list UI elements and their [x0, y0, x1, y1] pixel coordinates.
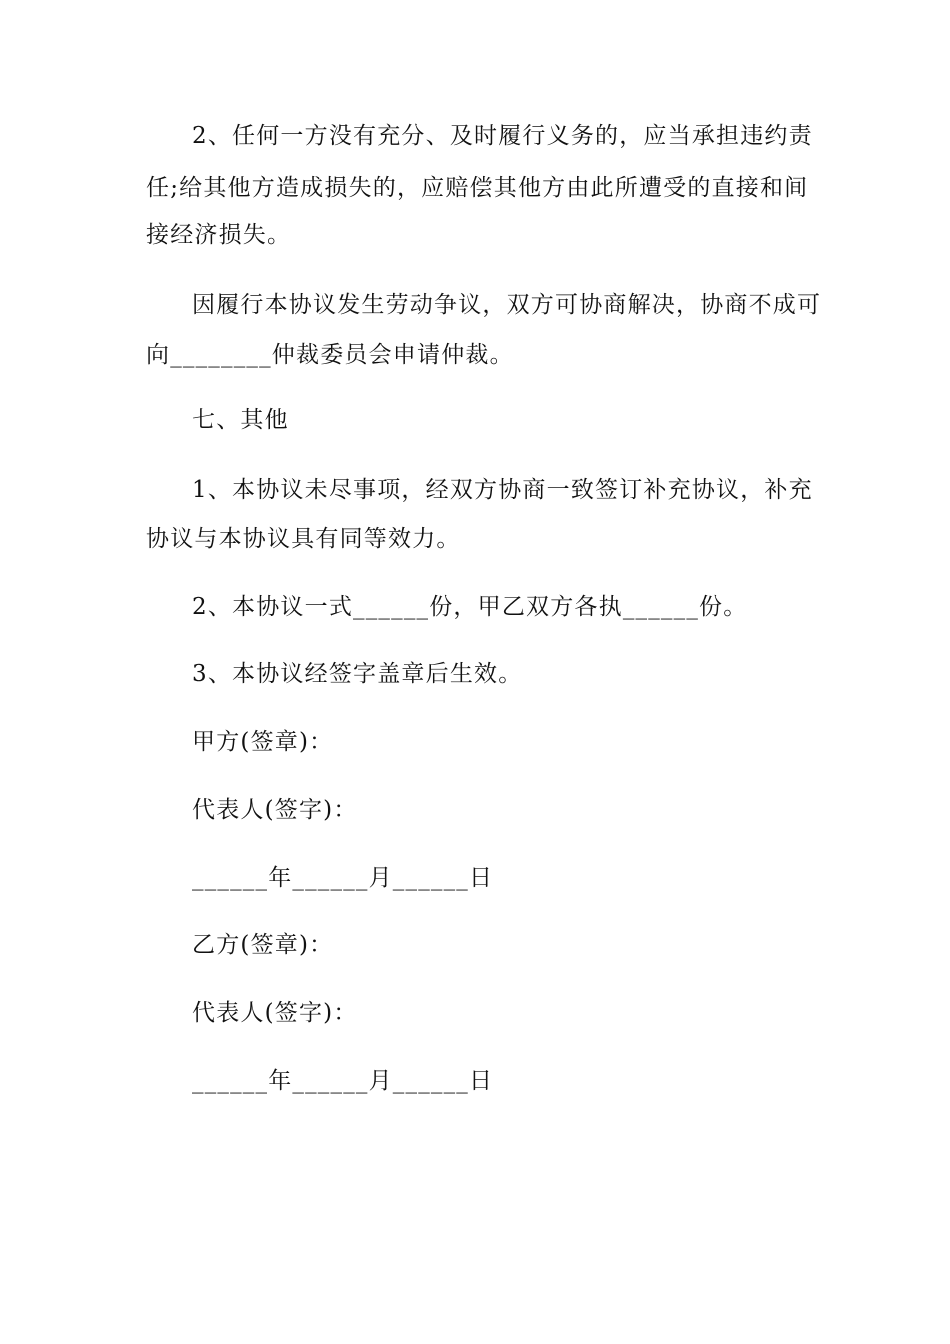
dispute-line-1: 因履行本协议发生劳动争议，双方可协商解决，协商不成可	[192, 292, 822, 318]
clause-2-line-3: 接经济损失。	[146, 222, 292, 248]
party-b-representative: 代表人(签字)：	[192, 1000, 358, 1026]
other-clause-1-line-1: 1、本协议未尽事项，经双方协商一致签订补充协议，补充	[192, 477, 813, 503]
clause-2-line-1: 2、任何一方没有充分、及时履行义务的，应当承担违约责	[192, 123, 813, 149]
party-b-date: ______年______月______日	[192, 1068, 494, 1094]
other-clause-3: 3、本协议经签字盖章后生效。	[192, 661, 523, 687]
dispute-line-2: 向________仲裁委员会申请仲裁。	[146, 342, 514, 368]
section-heading-other: 七、其他	[192, 407, 289, 433]
other-clause-1-line-2: 协议与本协议具有同等效力。	[146, 526, 461, 552]
other-clause-2: 2、本协议一式______份，甲乙双方各执______份。	[192, 594, 748, 620]
party-a-date: ______年______月______日	[192, 865, 494, 891]
party-b-seal: 乙方(签章)：	[192, 932, 334, 958]
party-a-representative: 代表人(签字)：	[192, 797, 358, 823]
party-a-seal: 甲方(签章)：	[192, 729, 334, 755]
clause-2-line-2: 任;给其他方造成损失的，应赔偿其他方由此所遭受的直接和间	[146, 175, 809, 201]
